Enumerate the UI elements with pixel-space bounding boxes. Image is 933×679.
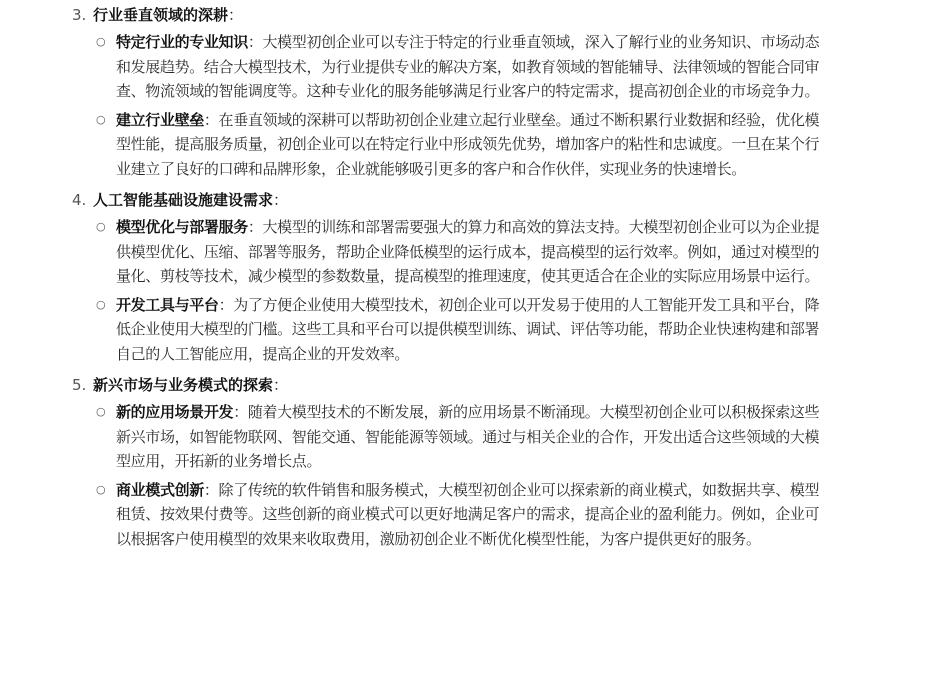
item-title: 特定行业的专业知识 bbox=[116, 33, 248, 51]
list-number: 3. bbox=[72, 6, 87, 24]
item-text: ：为了方便企业使用大模型技术，初创企业可以开发易于使用的人工智能开发工具和平台，降低企业使用大模型的门槛。这些工具和平台可以提供模型训练、调试、评估等功能，帮助企业快速构建和部署自己的人工智能应用，提高企业的开发效率。 bbox=[116, 295, 820, 363]
section-title: 行业垂直领域的深耕 bbox=[93, 6, 229, 24]
circle-bullet-icon: ○ bbox=[96, 297, 106, 311]
list-item bbox=[0, 293, 828, 367]
section-title: 新兴市场与业务模式的探索 bbox=[93, 376, 274, 394]
item-text: ：在垂直领域的深耕可以帮助初创企业建立起行业壁垒。通过不断积累行业数据和经验，优化模型性能，提高服务质量，初创企业可以在特定行业中形成领先优势，增加客户的粘性和忠诚度。一旦在某个行业建立了良好的口碑和品牌形象，企业就能够吸引更多的客户和合作伙伴，实现业务的快速增长。 bbox=[116, 110, 820, 178]
list-number: 4. bbox=[72, 191, 87, 209]
item-title: 新的应用场景开发 bbox=[116, 403, 234, 421]
list-item bbox=[0, 30, 828, 104]
item-text: ：大模型的训练和部署需要强大的算力和高效的算法支持。大模型初创企业可以为企业提供模型优化、压缩、部署等服务，帮助企业降低模型的运行成本，提高模型的运行效率。例如，通过对模型的量化、剪枝等技术，减少模型的参数数量，提高模型的推理速度，使其更适合在企业的实际应用场景中运行。 bbox=[116, 218, 820, 285]
section-title: 人工智能基础设施建设需求 bbox=[93, 191, 274, 209]
item-text: ：随着大模型技术的不断发展，新的应用场景不断涌现。大模型初创企业可以积极探索这些新兴市场，如智能物联网、智能交通、智能能源等领域。通过与相关企业的合作，开发出适合这些领域的大模型应用，开拓新的业务增长点。 bbox=[116, 403, 820, 470]
section-5 bbox=[0, 370, 933, 551]
section-heading bbox=[0, 0, 933, 30]
section-3 bbox=[0, 0, 933, 181]
list-number: 5. bbox=[72, 376, 87, 394]
list-item bbox=[0, 478, 828, 552]
item-title: 商业模式创新 bbox=[116, 480, 204, 499]
item-title: 建立行业壁垒 bbox=[116, 110, 204, 129]
item-text: ：除了传统的软件销售和服务模式，大模型初创企业可以探索新的商业模式，如数据共享、模型租赁、按效果付费等。这些创新的商业模式可以更好地满足客户的需求，提高企业的盈利能力。例如，企业可以根据客户使用模型的效果来收取费用，激励初创企业不断优化模型性能，为客户提供更好的服务。 bbox=[116, 480, 820, 548]
circle-bullet-icon: ○ bbox=[96, 482, 106, 496]
list-item bbox=[0, 400, 828, 474]
circle-bullet-icon: ○ bbox=[96, 220, 106, 233]
list-item bbox=[0, 108, 828, 182]
list-item bbox=[0, 215, 828, 289]
section-4 bbox=[0, 185, 933, 366]
circle-bullet-icon: ○ bbox=[96, 112, 106, 126]
section-colon: ： bbox=[273, 376, 289, 394]
section-heading bbox=[0, 185, 933, 215]
section-heading bbox=[0, 370, 933, 400]
item-title: 开发工具与平台 bbox=[116, 295, 219, 314]
circle-bullet-icon: ○ bbox=[96, 405, 106, 418]
section-colon: ： bbox=[228, 6, 244, 24]
circle-bullet-icon: ○ bbox=[96, 35, 106, 48]
item-title: 模型优化与部署服务 bbox=[116, 218, 248, 236]
section-colon: ： bbox=[273, 191, 289, 209]
item-text: ：大模型初创企业可以专注于特定的行业垂直领域，深入了解行业的业务知识、市场动态和发展趋势。结合大模型技术，为行业提供专业的解决方案，如教育领域的智能辅导、法律领域的智能合同审查、物流领域的智能调度等。这种专业化的服务能够满足行业客户的特定需求，提高初创企业的市场竞争力。 bbox=[116, 33, 820, 100]
